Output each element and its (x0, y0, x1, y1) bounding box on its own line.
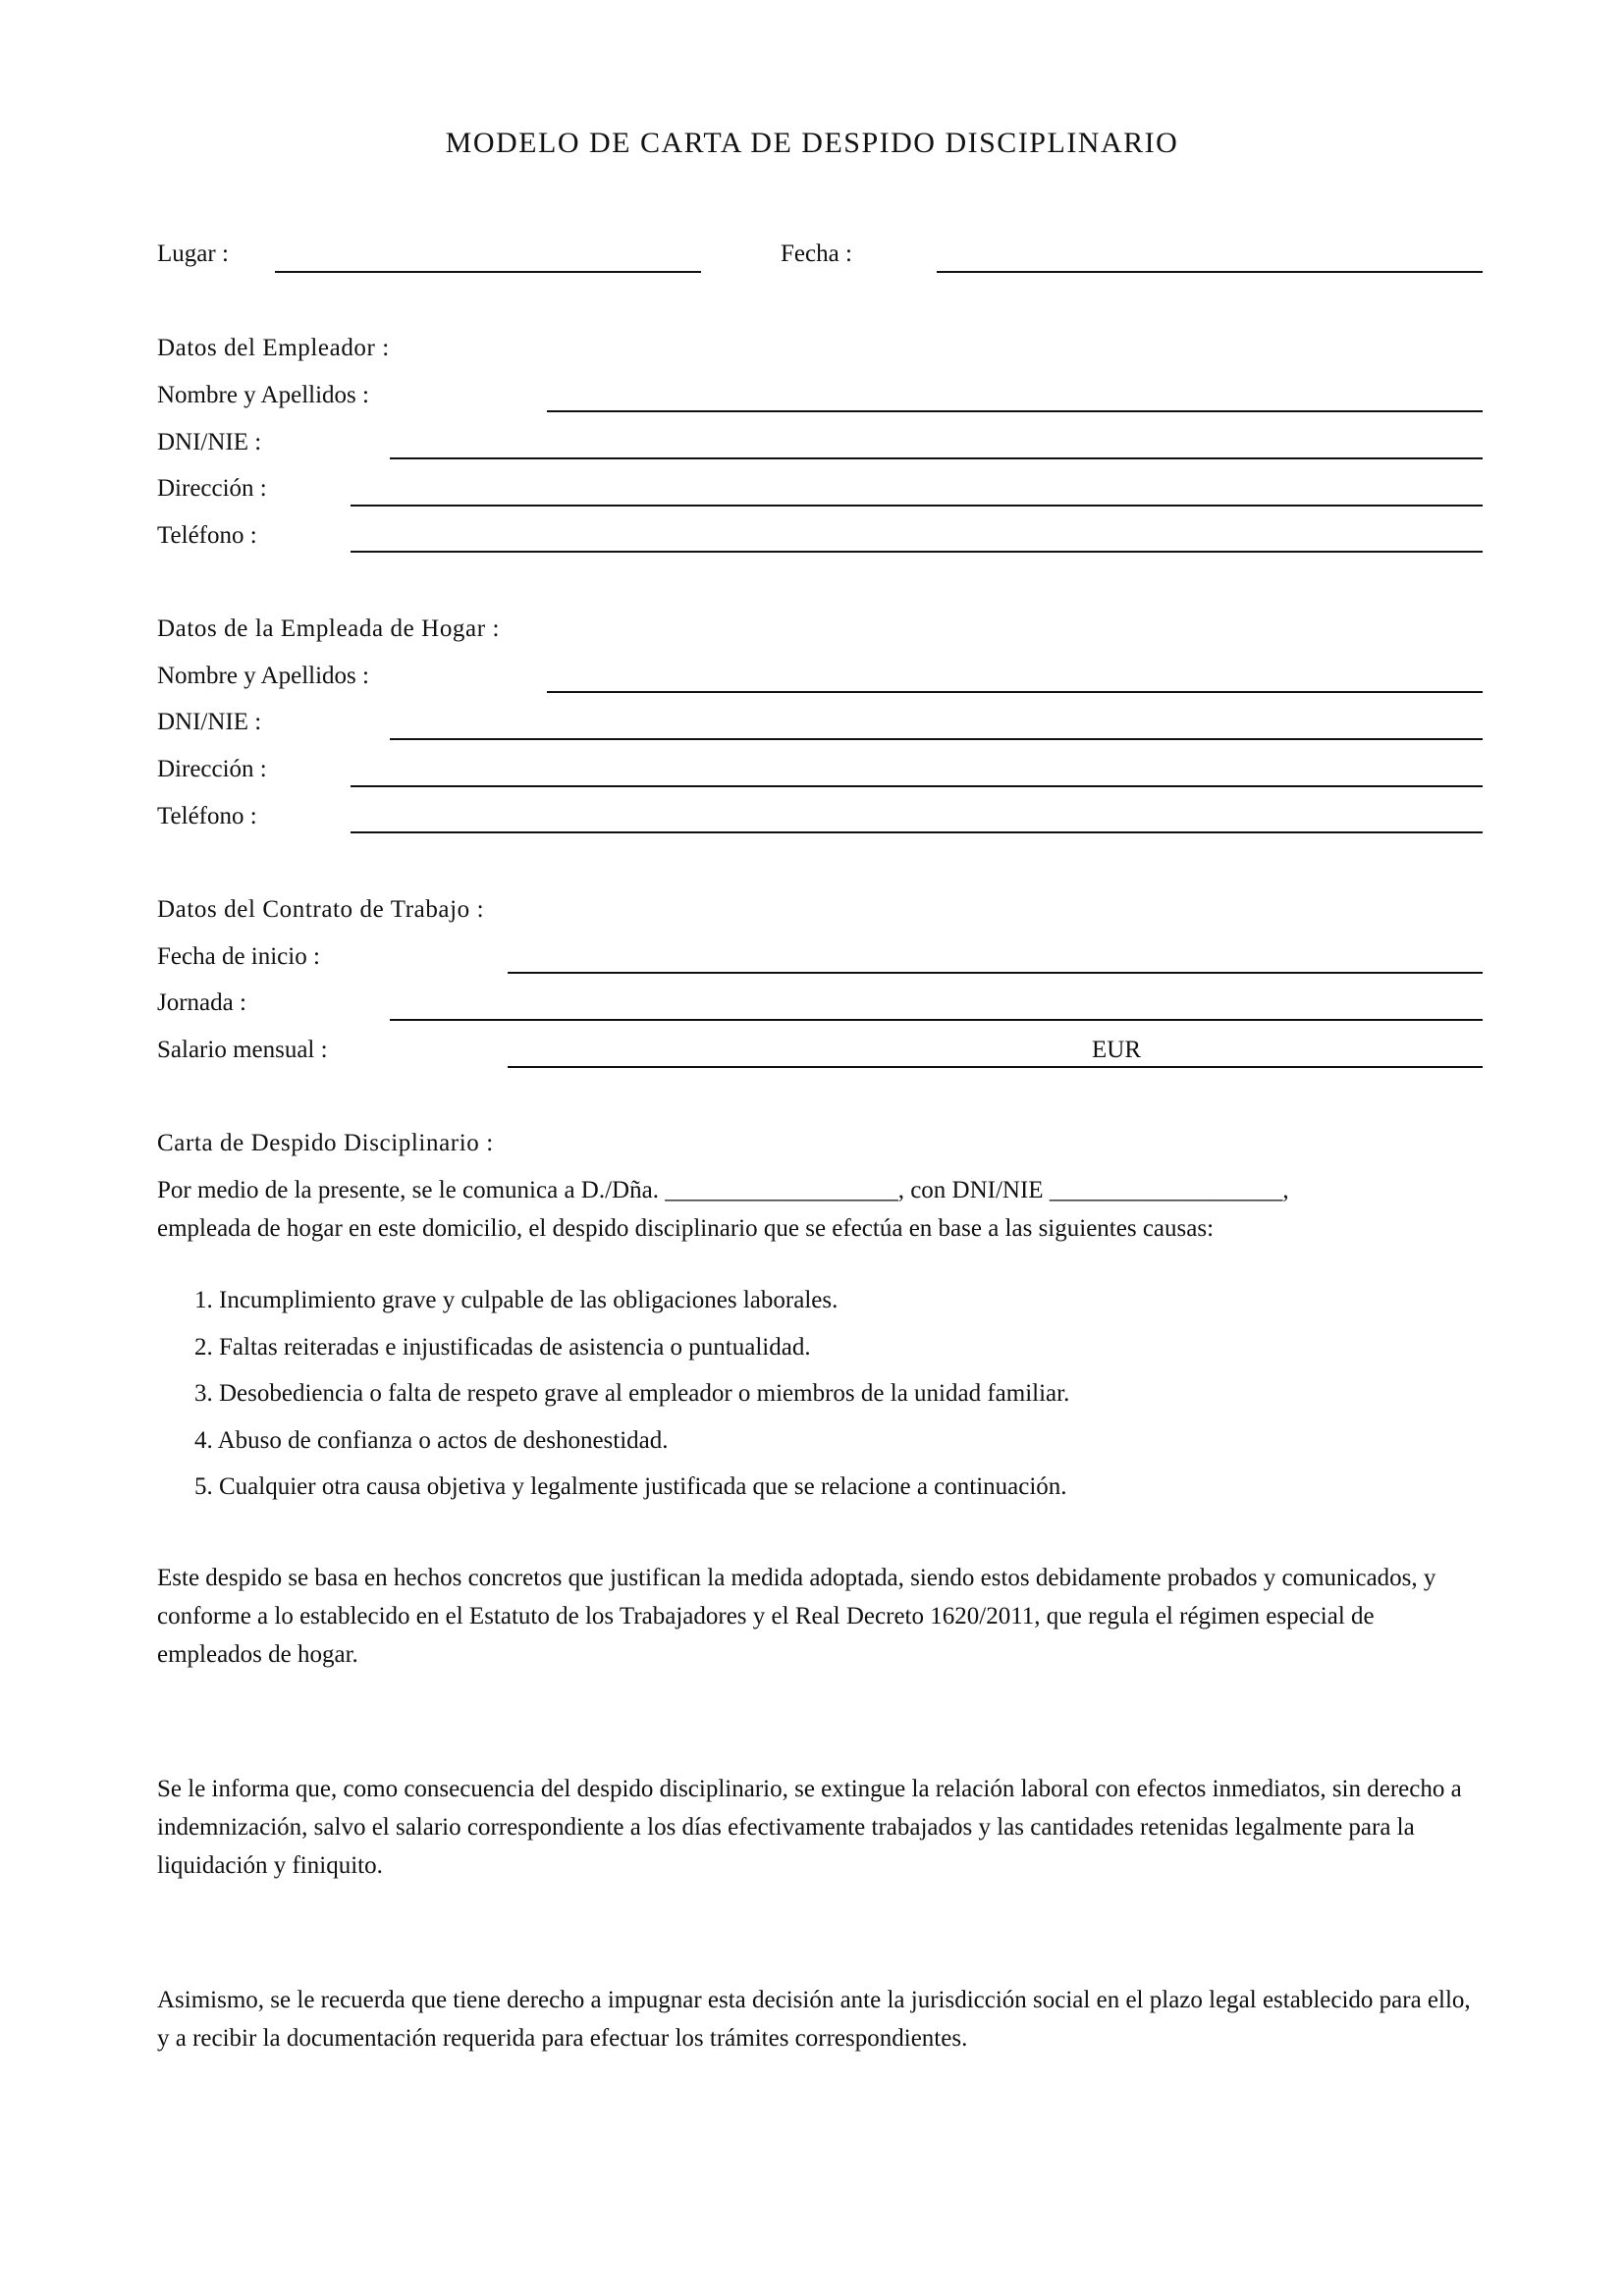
contract-start-label: Fecha de inicio : (157, 943, 320, 970)
employer-id-field-line[interactable] (390, 457, 1483, 459)
employer-phone-field-line[interactable] (351, 551, 1483, 553)
contract-salary-label: Salario mensual : (157, 1037, 328, 1063)
paragraph-effects: Se le informa que, como consecuencia del despido disciplinario, se extingue la relación laboral con efectos inmediatos, sin derecho a indemnización, salvo el salario correspondiente a los días efectivamente trabajados y las cantidades retenidas legalmente para la liquidación y finiquito. (157, 1776, 1462, 1879)
salary-currency: EUR (1092, 1037, 1141, 1063)
letter-intro-line-1: Por medio de la presente, se le comunica a D./Dña. ___________________, con DNI/NIE ___________________, (157, 1177, 1289, 1203)
causes-list (194, 1286, 1069, 1520)
employee-id-label: DNI/NIE : (157, 709, 262, 735)
employer-name-field-line[interactable] (547, 410, 1483, 412)
employee-section-heading: Datos de la Empleada de Hogar : (157, 615, 501, 642)
paragraph-rights: Asimismo, se le recuerda que tiene derecho a impugnar esta decisión ante la jurisdicción social en el plazo legal establecido para ello, y a recibir la documentación requerida para efectuar los trámites correspondientes. (157, 1987, 1471, 2052)
employer-address-field-line[interactable] (351, 505, 1483, 507)
contract-start-field-line[interactable] (508, 972, 1483, 974)
letter-section-heading: Carta de Despido Disciplinario : (157, 1130, 494, 1156)
employer-id-label: DNI/NIE : (157, 429, 262, 455)
employee-phone-label: Teléfono : (157, 803, 257, 829)
employee-name-label: Nombre y Apellidos : (157, 663, 369, 689)
employer-name-label: Nombre y Apellidos : (157, 382, 369, 408)
place-label: Lugar : (157, 240, 229, 267)
employee-address-label: Dirección : (157, 756, 267, 782)
cause-item: 5. Cualquier otra causa objetiva y legalmente justificada que se relacione a continuación. (194, 1473, 1067, 1500)
paragraph-basis: Este despido se basa en hechos concretos que justifican la medida adoptada, siendo estos debidamente probados y comunicados, y conforme a lo establecido en el Estatuto de los Trabajadores y el Real Decreto 1620/2011, que regula el régimen especial de empleados de hogar. (157, 1565, 1436, 1668)
employee-id-field-line[interactable] (390, 738, 1483, 740)
employer-address-label: Dirección : (157, 475, 267, 502)
employee-phone-field-line[interactable] (351, 831, 1483, 833)
date-label: Fecha : (781, 240, 852, 267)
contract-salary-field-line[interactable] (508, 1066, 1483, 1068)
cause-item: 3. Desobediencia o falta de respeto grave al empleador o miembros de la unidad familiar. (194, 1380, 1070, 1407)
cause-item: 4. Abuso de confianza o actos de deshonestidad. (194, 1426, 669, 1454)
document-title: MODELO DE CARTA DE DESPIDO DISCIPLINARIO (445, 127, 1179, 159)
contract-section-heading: Datos del Contrato de Trabajo : (157, 896, 485, 923)
place-field-line[interactable] (275, 271, 701, 273)
cause-item: 2. Faltas reiteradas e injustificadas de asistencia o puntualidad. (194, 1333, 811, 1361)
contract-schedule-label: Jornada : (157, 989, 246, 1016)
employer-section-heading: Datos del Empleador : (157, 335, 390, 361)
employee-name-field-line[interactable] (547, 691, 1483, 693)
date-field-line[interactable] (937, 271, 1483, 273)
contract-schedule-field-line[interactable] (390, 1019, 1483, 1021)
employee-address-field-line[interactable] (351, 785, 1483, 787)
employer-phone-label: Teléfono : (157, 522, 257, 549)
letter-intro-line-2: empleada de hogar en este domicilio, el despido disciplinario que se efectúa en base a las siguientes causas: (157, 1215, 1215, 1242)
cause-item: 1. Incumplimiento grave y culpable de las obligaciones laborales. (194, 1287, 839, 1313)
